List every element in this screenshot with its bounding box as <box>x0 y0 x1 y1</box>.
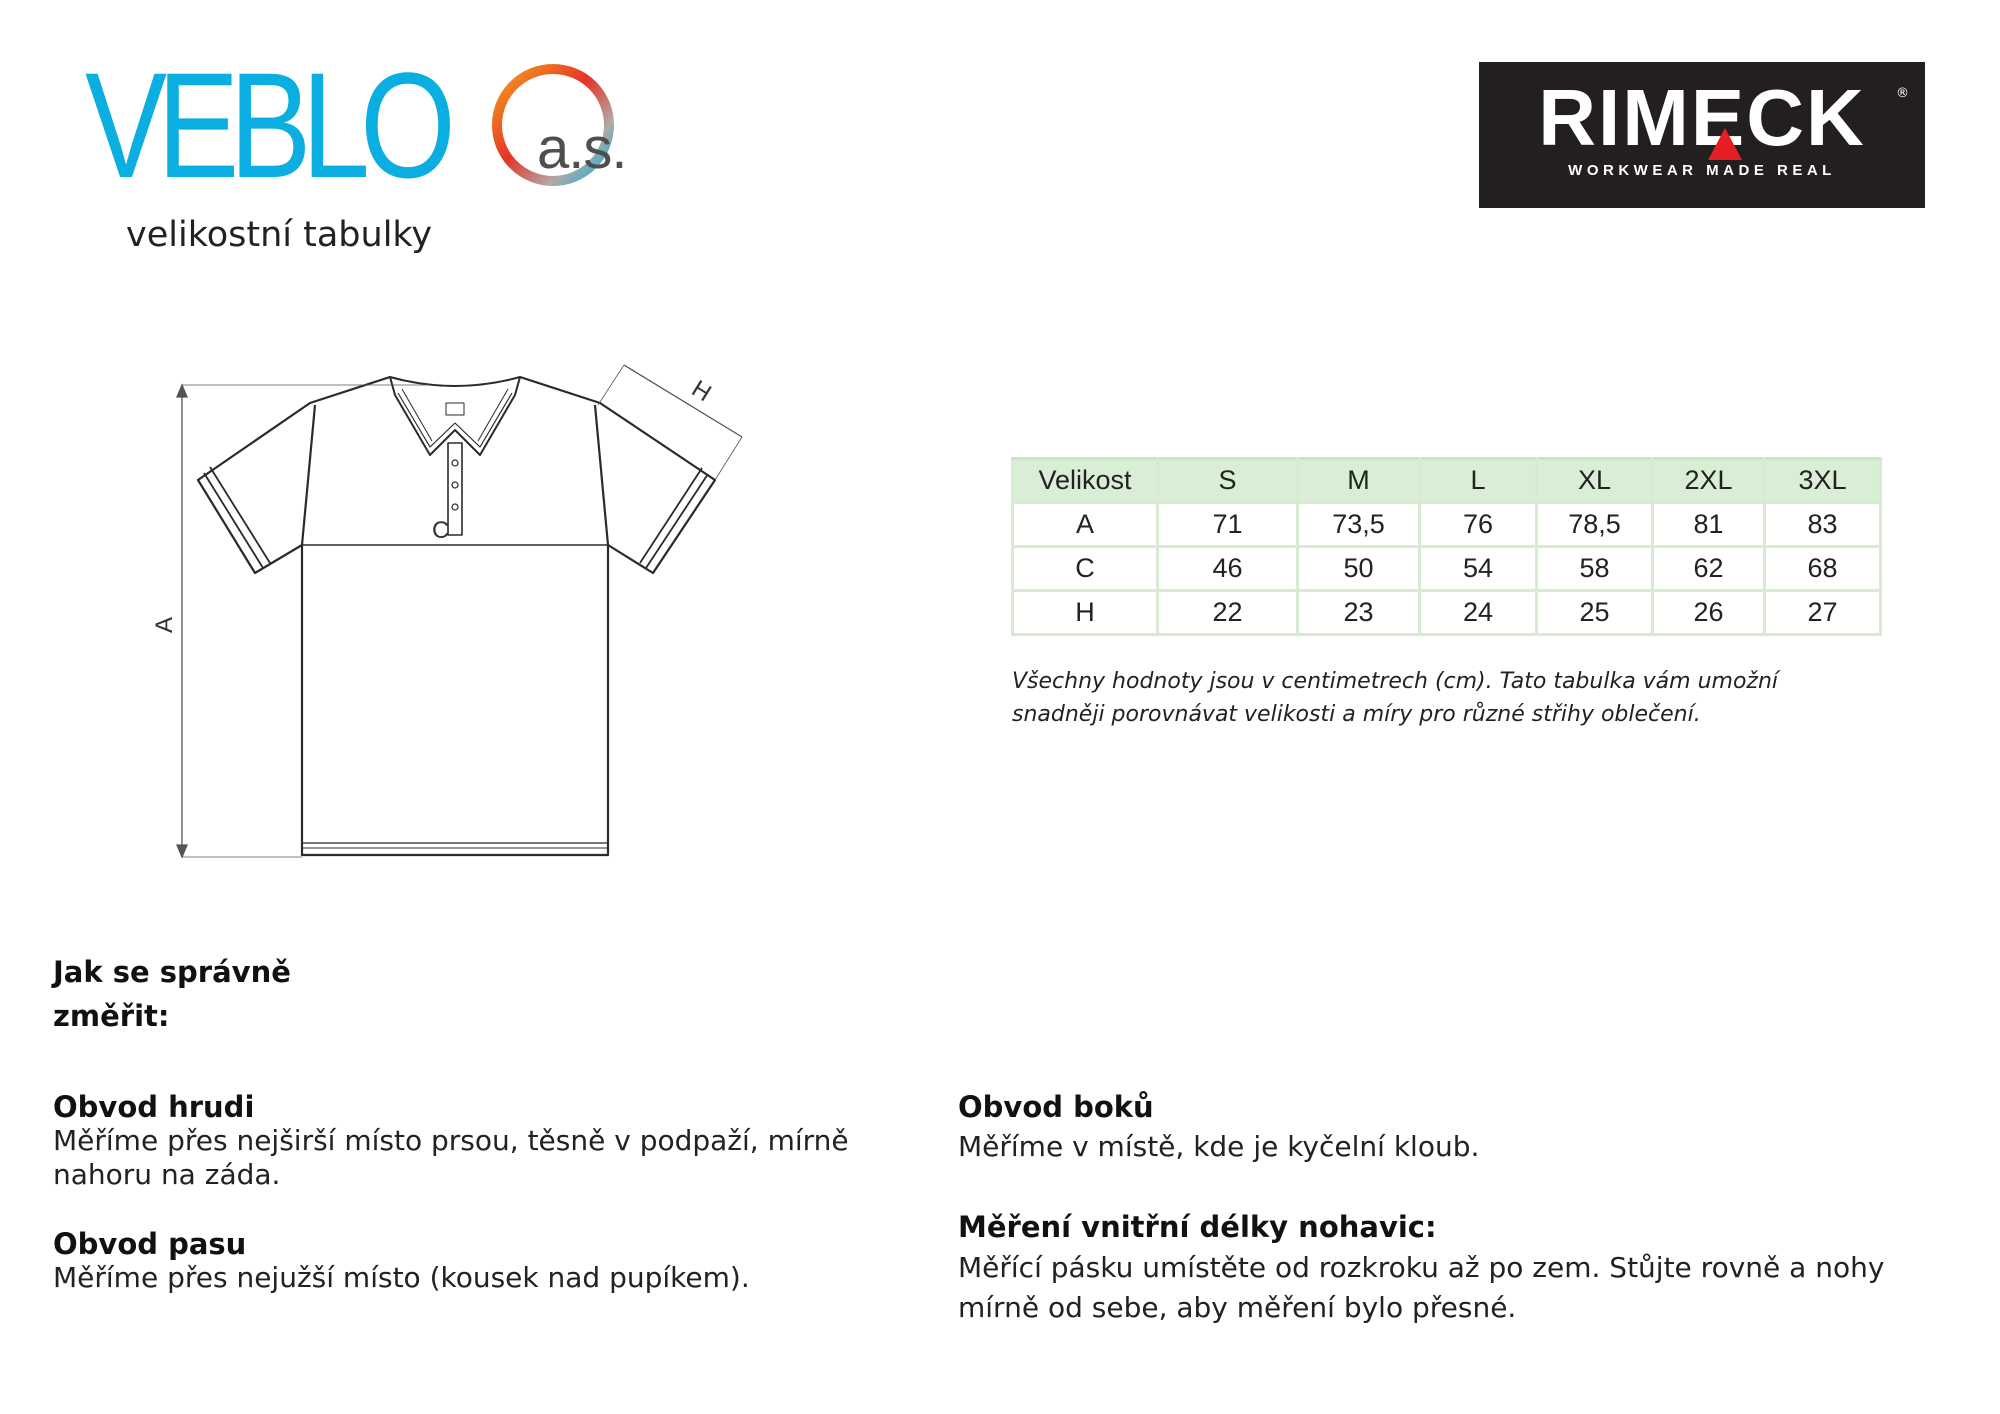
section-waist <box>53 1227 873 1295</box>
table-cell: 24 <box>1420 591 1537 635</box>
howto-heading <box>53 950 291 1038</box>
rimeck-logo <box>1479 62 1925 208</box>
table-cell: 71 <box>1158 503 1298 547</box>
table-row <box>1013 591 1881 635</box>
rimeck-tagline: WORKWEAR MADE REAL <box>1568 162 1836 179</box>
table-cell: 78,5 <box>1537 503 1653 547</box>
table-cell: 62 <box>1653 547 1765 591</box>
size-table-header <box>1013 459 1881 503</box>
table-row <box>1013 503 1881 547</box>
section-chest-text: Měříme přes nejširší místo prsou, těsně v podpaží, mírně nahoru na záda. <box>53 1124 849 1191</box>
shirt-outline <box>198 377 715 855</box>
veblo-logo <box>85 41 645 209</box>
table-cell: 46 <box>1158 547 1298 591</box>
veblo-suffix: a.s. <box>537 116 627 181</box>
registered-mark: ® <box>1896 86 1909 101</box>
table-cell: 22 <box>1158 591 1298 635</box>
section-hips <box>958 1090 1958 1164</box>
table-note: Všechny hodnoty jsou v centimetrech (cm). Tato tabulka vám umožní snadněji porovnávat velikosti a míry pro různé střihy oblečení. <box>1012 669 1779 727</box>
dimension-label-c: C <box>432 517 450 544</box>
section-inseam-text: Měřící pásku umístěte od rozkroku až po zem. Stůjte rovně a nohy mírně od sebe, aby měření bylo přesné. <box>958 1251 1885 1324</box>
section-chest <box>53 1090 873 1192</box>
header-cell: 2XL <box>1653 459 1765 503</box>
table-cell: 23 <box>1298 591 1420 635</box>
header-cell: XL <box>1537 459 1653 503</box>
table-cell: C <box>1013 547 1158 591</box>
section-inseam-title: Měření vnitřní délky nohavic: <box>958 1210 1437 1244</box>
table-cell: 27 <box>1765 591 1881 635</box>
header-cell: M <box>1298 459 1420 503</box>
page-subtitle: velikostní tabulky <box>126 215 433 255</box>
dimension-label-h: H <box>686 375 716 408</box>
header-cell: S <box>1158 459 1298 503</box>
table-row <box>1013 547 1881 591</box>
section-hips-title: Obvod boků <box>958 1090 1154 1124</box>
rimeck-logo-word: RIMECK <box>1538 73 1866 162</box>
veblo-logo-word: VEBLO <box>85 41 447 209</box>
section-chest-title: Obvod hrudi <box>53 1090 255 1124</box>
section-waist-title: Obvod pasu <box>53 1227 247 1261</box>
header-cell: L <box>1420 459 1537 503</box>
section-waist-text: Měříme přes nejužší místo (kousek nad pupíkem). <box>53 1261 750 1294</box>
table-cell: 25 <box>1537 591 1653 635</box>
table-cell: 73,5 <box>1298 503 1420 547</box>
dimension-label-a: A <box>151 616 178 634</box>
polo-shirt-diagram <box>130 355 780 895</box>
table-cell: 58 <box>1537 547 1653 591</box>
rimeck-red-triangle-icon <box>1708 128 1742 160</box>
table-cell: 50 <box>1298 547 1420 591</box>
section-inseam <box>958 1210 1948 1328</box>
howto-line-1: Jak se správně <box>53 955 291 989</box>
table-cell: 76 <box>1420 503 1537 547</box>
table-cell: 54 <box>1420 547 1537 591</box>
howto-line-2: změřit: <box>53 999 170 1033</box>
table-cell: H <box>1013 591 1158 635</box>
header-cell: Velikost <box>1013 459 1158 503</box>
table-cell: 26 <box>1653 591 1765 635</box>
table-cell: 68 <box>1765 547 1881 591</box>
header-cell: 3XL <box>1765 459 1881 503</box>
section-hips-text: Měříme v místě, kde je kyčelní kloub. <box>958 1130 1480 1163</box>
table-cell: 81 <box>1653 503 1765 547</box>
table-cell: 83 <box>1765 503 1881 547</box>
size-table <box>1011 457 1882 636</box>
table-cell: A <box>1013 503 1158 547</box>
